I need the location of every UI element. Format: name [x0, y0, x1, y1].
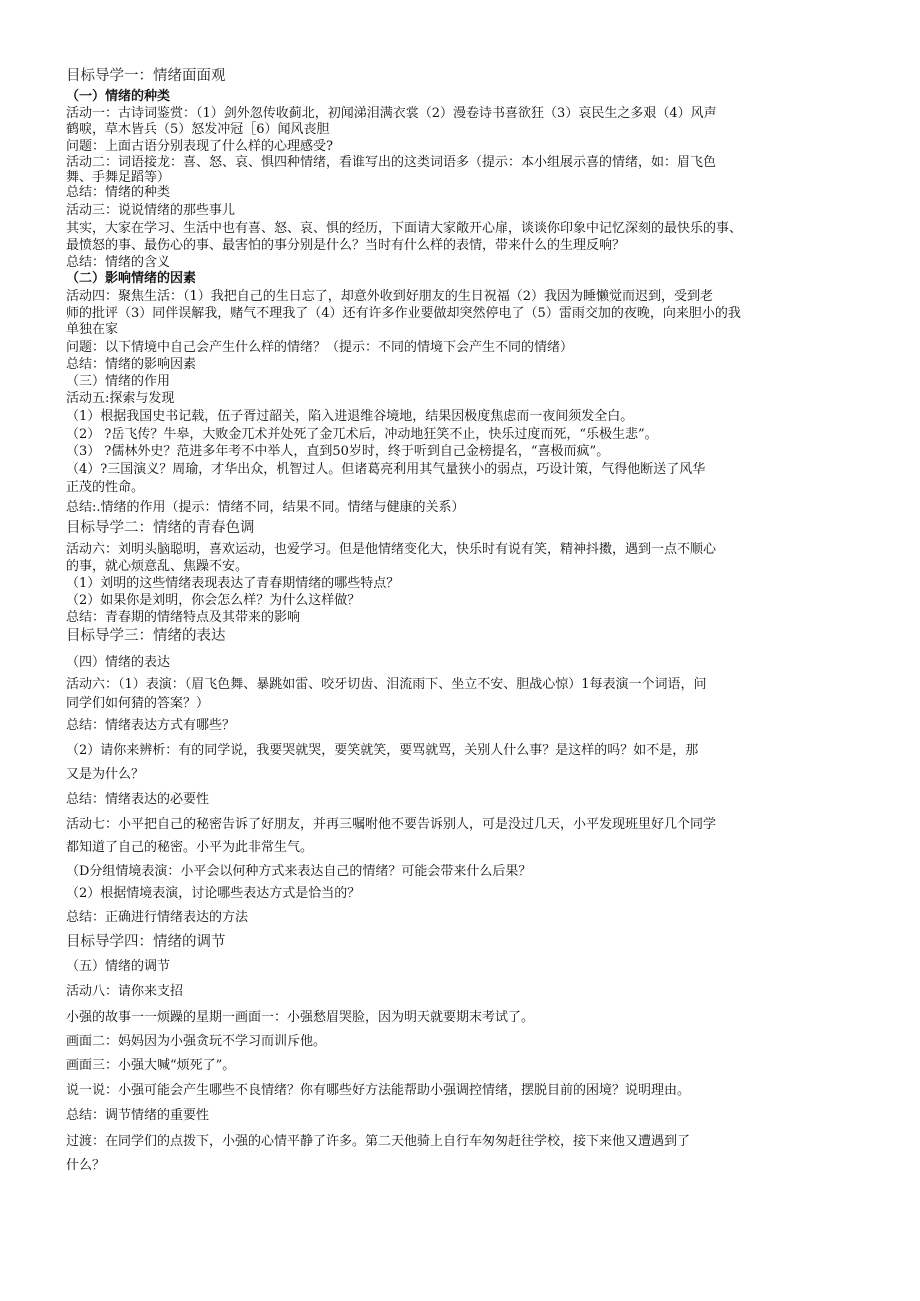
- text-line: 活动四：聚焦生活：（1）我把自己的生日忘了，却意外收到好朋友的生日祝福（2）我因为睡懒觉而迟到，受到老: [66, 289, 714, 304]
- summary-line: 总结：情绪的影响因素: [66, 357, 197, 372]
- text-line: （D分组情境表演：小平会以何种方式来表达自己的情绪？可能会带来什么后果？: [66, 864, 532, 879]
- text-line: 什么？: [66, 1158, 106, 1173]
- summary-line: 总结：情绪的种类: [66, 185, 171, 200]
- section-heading-1: 目标导学一：情绪面面观: [66, 68, 226, 84]
- summary-line: 总结：青春期的情绪特点及其带来的影响: [66, 610, 301, 625]
- text-line: （2）如果你是刘明，你会怎么样？为什么这样做？: [66, 593, 361, 608]
- summary-line: 总结:.情绪的作用（提示：情绪不同，结果不同。情绪与健康的关系）: [66, 500, 465, 515]
- section-heading-4: 目标导学四：情绪的调节: [66, 934, 226, 950]
- text-line: （4）?三国演义？周瑜，才华出众，机智过人。但诸葛亮利用其气量狭小的弱点，巧设计策，气得他断送了风华: [66, 462, 706, 477]
- text-line: 活动八：请你来支招: [66, 984, 184, 999]
- summary-line: 总结：调节情绪的重要性: [66, 1108, 210, 1123]
- text-line: （1）根据我国史书记载，伍子胥过韶关，陷入进退维谷境地，结果因极度焦虑而一夜间须发全白。: [66, 409, 634, 424]
- text-line: 问题：上面古语分别表现了什么样的心理感受?: [66, 139, 333, 154]
- text-line: 活动六：（1）表演：（眉飞色舞、暴跳如雷、咬牙切齿、泪流雨下、坐立不安、胆战心惊）1每表演一个词语，问: [66, 677, 707, 692]
- subheading-regulation: （五）情绪的调节: [66, 959, 171, 974]
- section-heading-3: 目标导学三：情绪的表达: [66, 628, 226, 644]
- text-line: 问题：以下情境中自己会产生什么样的情绪？（提示：不同的情境下会产生不同的情绪）: [66, 340, 574, 355]
- text-line: 画面三：小强大喊“烦死了”。: [66, 1058, 236, 1073]
- subheading-influence: （二）影响情绪的因素: [66, 271, 197, 286]
- text-line: 活动六：刘明头脑聪明，喜欢运动，也爱学习。但是他情绪变化大，快乐时有说有笑，精神抖擞，遇到一点不顺心: [66, 542, 717, 557]
- text-line: 都知道了自己的秘密。小平为此非常生气。: [66, 840, 314, 855]
- text-line: 小强的故事一一烦躁的星期一画面一：小强愁眉哭脸，因为明天就要期末考试了。: [66, 1010, 535, 1025]
- text-line: 同学们如何猜的答案？）: [66, 696, 210, 711]
- text-line: （3） ?儒林外史？范进多年考不中举人，直到50岁时，终于听到自己金榜提名，“喜极而疯”。: [66, 444, 610, 459]
- text-line: 活动七：小平把自己的秘密告诉了好朋友，并再三嘱咐他不要告诉别人，可是没过几天，小平发现班里好几个同学: [66, 817, 717, 832]
- summary-line: 总结：情绪表达方式有哪些？: [66, 718, 236, 733]
- summary-line: 总结：正确进行情绪表达的方法: [66, 910, 249, 925]
- text-line: 舞、手舞足蹈等）: [66, 170, 171, 185]
- text-line: 正茂的性命。: [66, 480, 145, 495]
- text-line: 活动一：古诗词鉴赏：（1）剑外忽传收蓟北，初闻涕泪满衣裳（2）漫卷诗书喜欲狂（3）哀民生之多艰（4）风声: [66, 106, 717, 121]
- section-heading-2: 目标导学二：情绪的青春色调: [66, 520, 255, 536]
- text-line: 活动二：词语接龙：喜、怒、哀、惧四种情绪，看谁写出的这类词语多（提示：本小组展示喜的情绪，如：眉飞色: [66, 155, 717, 170]
- text-line: 过渡：在同学们的点拨下，小强的心情平静了许多。第二天他骑上自行车匆匆赶往学校，接下来他又遭遇到了: [66, 1134, 691, 1149]
- subheading-effects: （三）情绪的作用: [66, 374, 171, 389]
- text-line: 鹤唳，草木皆兵（5）怒发冲冠［6）闻风丧胆: [66, 122, 330, 137]
- summary-line: 总结：情绪表达的必要性: [66, 792, 210, 807]
- summary-line: 总结：情绪的含义: [66, 255, 171, 270]
- text-line: （2）请你来辨析：有的同学说，我要哭就哭，要笑就笑，要骂就骂，关别人什么事？是这样的吗？如不是，那: [66, 743, 699, 758]
- text-line: （2）根据情境表演，讨论哪些表达方式是恰当的？: [66, 886, 361, 901]
- text-line: 画面二：妈妈因为小强贪玩不学习而训斥他。: [66, 1034, 327, 1049]
- text-line: 单独在家: [66, 322, 119, 337]
- text-line: 活动三：说说情绪的那些事儿: [66, 203, 236, 218]
- text-line: 师的批评（3）同伴误解我，赌气不理我了（4）还有许多作业要做却突然停电了（5）雷雨交加的夜晚，向来胆小的我: [66, 306, 741, 321]
- text-line: （1）刘明的这些情绪表现表达了青春期情绪的哪些特点？: [66, 576, 400, 591]
- text-line: 又是为什么？: [66, 767, 145, 782]
- subheading-expression: （四）情绪的表达: [66, 655, 171, 670]
- text-line: 最愤怒的事、最伤心的事、最害怕的事分别是什么？当时有什么样的表情，带来什么的生理反响？: [66, 238, 626, 253]
- text-line: 的事，就心烦意乱、焦躁不安。: [66, 559, 249, 574]
- text-line: （2） ?岳飞传？牛皋，大败金兀术并处死了金兀术后，冲动地狂笑不止，快乐过度而死，“乐极生悲”。: [66, 427, 658, 442]
- text-line: 活动五:探索与发现: [66, 391, 175, 406]
- text-line: 说一说：小强可能会产生哪些不良情绪？你有哪些好方法能帮助小强调控情绪，摆脱目前的困境？说明理由。: [66, 1083, 691, 1098]
- subheading-emotion-types: （一）情绪的种类: [66, 89, 171, 104]
- text-line: 其实，大家在学习、生活中也有喜、怒、哀、惧的经历，下面请大家敞开心扉，谈谈你印象中记忆深刻的最快乐的事、: [66, 221, 743, 236]
